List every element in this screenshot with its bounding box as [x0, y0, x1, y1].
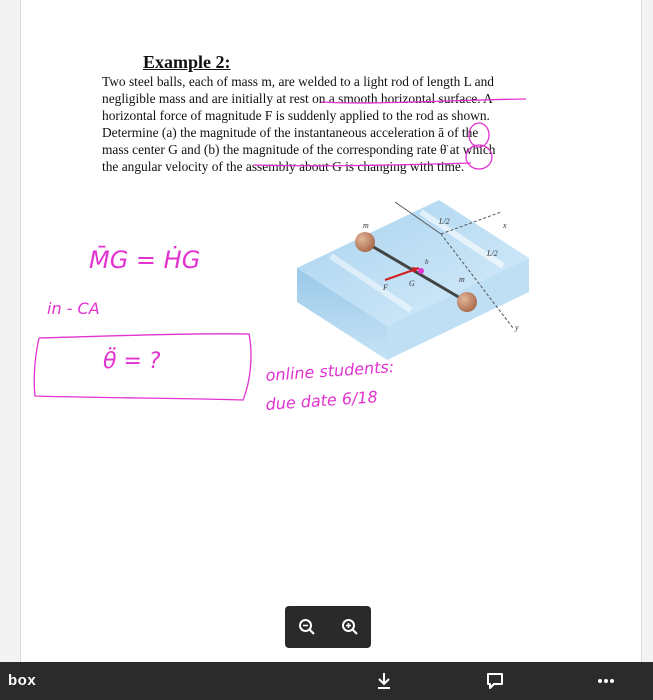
handwritten-theta-question: θ̈ = ? — [103, 349, 161, 374]
comment-button[interactable] — [483, 669, 507, 693]
zoom-out-icon — [298, 618, 316, 636]
problem-line: Determine (a) the magnitude of the instantaneous acceleration ā of the — [102, 125, 479, 140]
comment-icon — [486, 672, 504, 690]
handwritten-equation: M̄G = ḢG — [89, 246, 201, 274]
label-m-top: m — [363, 221, 369, 230]
handwritten-in-ca: in - CA — [47, 299, 100, 318]
problem-line: horizontal force of magnitude F is suddenly applied to the rod as shown. — [102, 108, 490, 123]
handwritten-due-note: due date 6/18 — [264, 387, 379, 414]
more-icon — [597, 678, 615, 684]
annotation-layer — [21, 0, 641, 662]
label-b: b — [425, 258, 429, 266]
label-l-half-top: L/2 — [439, 217, 450, 226]
label-y-axis: y — [515, 323, 519, 332]
problem-line: Two steel balls, each of mass m, are welded to a light rod of length L and — [102, 74, 494, 89]
label-f: F — [383, 283, 388, 292]
problem-line: the angular velocity of the assembly about G is changing with time. — [102, 159, 465, 174]
document-page — [20, 0, 642, 662]
label-g: G — [409, 279, 415, 288]
problem-line: mass center G and (b) the magnitude of the corresponding rate θ̈ at which — [102, 142, 496, 157]
label-m-bottom: m — [459, 275, 465, 284]
zoom-in-button[interactable] — [335, 612, 365, 642]
download-button[interactable] — [372, 669, 396, 693]
handwritten-online-note: online students: — [264, 357, 395, 385]
zoom-in-icon — [341, 618, 359, 636]
download-icon — [376, 672, 392, 690]
label-l-half-side: L/2 — [487, 249, 498, 258]
zoom-toolbar — [285, 606, 371, 648]
label-x-axis: x — [503, 221, 507, 230]
box-logo[interactable]: box — [8, 672, 37, 689]
example-title: Example 2: — [143, 52, 231, 72]
viewer-bottom-bar — [0, 662, 653, 700]
problem-line: negligible mass and are initially at rest on a smooth horizontal surface. A — [102, 91, 493, 106]
more-button[interactable] — [594, 669, 618, 693]
zoom-out-button[interactable] — [292, 612, 322, 642]
